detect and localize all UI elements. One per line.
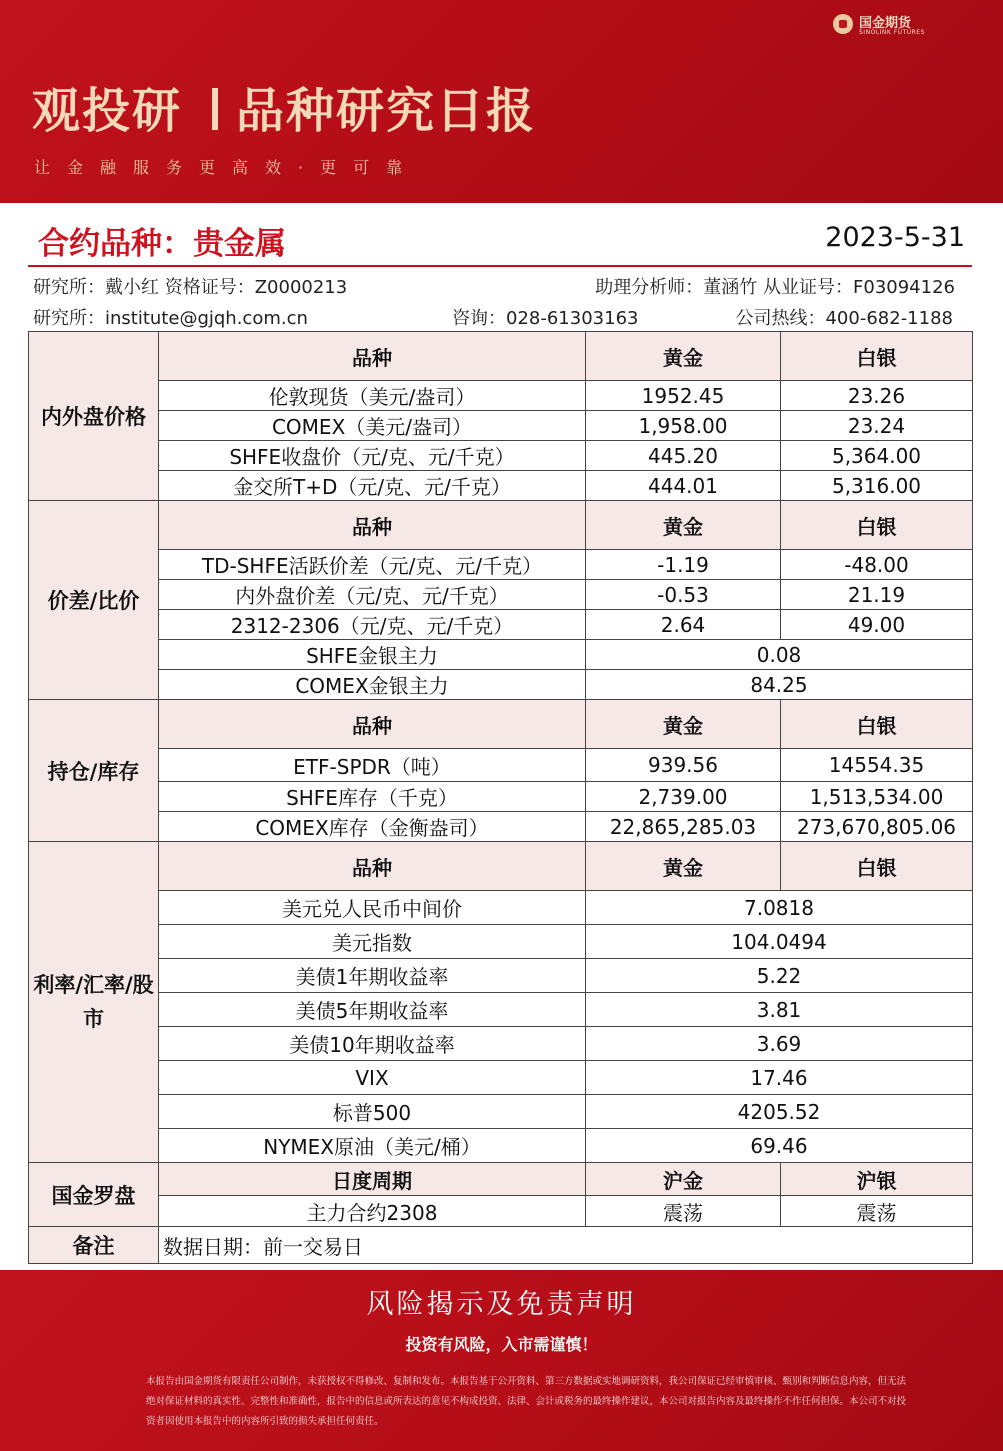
table-header-row <box>29 501 973 550</box>
table-row <box>29 891 973 925</box>
item-cell: ETF-SPDR（吨） <box>159 749 586 782</box>
item-cell: 美元兑人民币中间价 <box>159 891 586 925</box>
group-label: 国金罗盘 <box>29 1163 159 1227</box>
gold-value: -0.53 <box>586 580 781 610</box>
header-cell: 黄金 <box>586 501 781 550</box>
header-cell: 品种 <box>159 700 586 749</box>
gold-value: 1952.45 <box>586 381 781 411</box>
disclaimer-text: 本报告由国金期货有限责任公司制作，未获授权不得修改、复制和发布。本报告基于公开资料、第三方数据或实地调研资料，我公司保证已经审慎审核、甄别和判断信息内容，但无法绝对保证材料的真实性、完整性和准确性，报告中的信息或所表达的意见不构成投资、法律、会计或税务的最终操作建议，本公司对报告内容及最终操作不作任何担保。本公司不对投资者因使用本报告中的内容所引致的损失承担任何责任。 <box>146 1376 907 1427</box>
title-underline <box>28 265 972 267</box>
table-row <box>29 959 973 993</box>
group-label: 持仓/库存 <box>29 700 159 842</box>
item-cell: SHFE库存（千克） <box>159 782 586 812</box>
group-label: 价差/比价 <box>29 501 159 700</box>
group-label: 内外盘价格 <box>29 332 159 501</box>
item-cell: 金交所T+D（元/克、元/千克） <box>159 471 586 501</box>
group-label: 利率/汇率/股市 <box>29 842 159 1163</box>
table-row <box>29 1129 973 1163</box>
item-cell: SHFE金银主力 <box>159 640 586 670</box>
header-cell: 品种 <box>159 332 586 381</box>
gold-value: 2,739.00 <box>586 782 781 812</box>
slogan: 让金融服务更高效·更可靠 <box>34 158 420 177</box>
header-cell: 日度周期 <box>159 1163 586 1196</box>
group-label: 备注 <box>29 1227 159 1264</box>
gold-trend: 震荡 <box>586 1196 781 1227</box>
header-cell: 白银 <box>781 332 973 381</box>
assistant-info: 助理分析师：董涵竹 从业证号：F03094126 <box>595 277 955 298</box>
item-cell: 2312-2306（元/克、元/千克） <box>159 610 586 640</box>
table-row <box>29 1227 973 1264</box>
item-cell: COMEX库存（金衡盎司） <box>159 812 586 842</box>
header-cell: 沪金 <box>586 1163 781 1196</box>
header-cell: 黄金 <box>586 332 781 381</box>
header-cell: 沪银 <box>781 1163 973 1196</box>
item-cell: 伦敦现货（美元/盎司） <box>159 381 586 411</box>
macro-value: 5.22 <box>586 959 973 993</box>
table-row <box>29 640 973 670</box>
silver-value: 273,670,805.06 <box>781 812 973 842</box>
header-cell: 白银 <box>781 842 973 891</box>
table-header-row <box>29 1163 973 1196</box>
silver-value: -48.00 <box>781 550 973 580</box>
hotline-info: 公司热线：400-682-1188 <box>735 308 953 329</box>
item-cell: COMEX金银主力 <box>159 670 586 700</box>
company-logo <box>833 12 943 40</box>
gold-value: 444.01 <box>586 471 781 501</box>
macro-value: 4205.52 <box>586 1095 973 1129</box>
email-info: 研究所：institute@gjqh.com.cn <box>33 308 308 329</box>
macro-value: 104.0494 <box>586 925 973 959</box>
gold-value: 22,865,285.03 <box>586 812 781 842</box>
report-title: 品种研究日报 <box>236 83 537 139</box>
data-table <box>28 331 973 1264</box>
gold-value: -1.19 <box>586 550 781 580</box>
logo-icon <box>833 14 853 34</box>
header-cell: 黄金 <box>586 700 781 749</box>
silver-value: 49.00 <box>781 610 973 640</box>
item-cell: SHFE收盘价（元/克、元/千克） <box>159 441 586 471</box>
table-row <box>29 1027 973 1061</box>
table-row <box>29 812 973 842</box>
item-cell: VIX <box>159 1061 586 1095</box>
table-row <box>29 1196 973 1227</box>
table-row <box>29 381 973 411</box>
table-row <box>29 441 973 471</box>
silver-value: 23.24 <box>781 411 973 441</box>
gold-value: 1,958.00 <box>586 411 781 441</box>
gold-value: 939.56 <box>586 749 781 782</box>
silver-value: 14554.35 <box>781 749 973 782</box>
item-cell: 美债5年期收益率 <box>159 993 586 1027</box>
table-header-row <box>29 842 973 891</box>
table-row <box>29 1061 973 1095</box>
macro-value: 7.0818 <box>586 891 973 925</box>
table-row <box>29 550 973 580</box>
gold-value: 2.64 <box>586 610 781 640</box>
silver-value: 23.26 <box>781 381 973 411</box>
item-cell: 美债1年期收益率 <box>159 959 586 993</box>
table-row <box>29 782 973 812</box>
disclaimer-footer <box>0 1270 1003 1451</box>
header-cell: 白银 <box>781 501 973 550</box>
item-cell: COMEX（美元/盎司） <box>159 411 586 441</box>
ratio-value: 0.08 <box>586 640 973 670</box>
item-cell: 标普500 <box>159 1095 586 1129</box>
table-row <box>29 610 973 640</box>
macro-value: 17.46 <box>586 1061 973 1095</box>
macro-value: 3.69 <box>586 1027 973 1061</box>
item-cell: 美债10年期收益率 <box>159 1027 586 1061</box>
header-cell: 白银 <box>781 700 973 749</box>
table-row <box>29 670 973 700</box>
table-row <box>29 471 973 501</box>
header-cell: 品种 <box>159 501 586 550</box>
macro-value: 69.46 <box>586 1129 973 1163</box>
table-header-row <box>29 332 973 381</box>
silver-value: 21.19 <box>781 580 973 610</box>
risk-warning: 投资有风险，入市需谨慎！ <box>405 1335 598 1354</box>
report-date: 2023-5-31 <box>825 222 965 253</box>
brand-title: 观投研 <box>32 83 183 139</box>
header-cell: 品种 <box>159 842 586 891</box>
silver-value: 5,364.00 <box>781 441 973 471</box>
logo-name: 国金期货 <box>859 16 912 31</box>
consult-info: 咨询：028-61303163 <box>452 308 639 329</box>
note-cell: 数据日期：前一交易日 <box>159 1227 973 1264</box>
item-cell: 主力合约2308 <box>159 1196 586 1227</box>
item-cell: 美元指数 <box>159 925 586 959</box>
logo-english-name: SINOLINK FUTURES <box>859 29 925 36</box>
item-cell: NYMEX原油（美元/桶） <box>159 1129 586 1163</box>
table-row <box>29 580 973 610</box>
table-header-row <box>29 700 973 749</box>
silver-value: 1,513,534.00 <box>781 782 973 812</box>
table-row <box>29 993 973 1027</box>
gold-value: 445.20 <box>586 441 781 471</box>
report-header <box>0 0 1003 203</box>
item-cell: 内外盘价差（元/克、元/千克） <box>159 580 586 610</box>
title-divider <box>212 88 218 130</box>
table-row <box>29 1095 973 1129</box>
table-row <box>29 411 973 441</box>
table-row <box>29 749 973 782</box>
macro-value: 3.81 <box>586 993 973 1027</box>
silver-trend: 震荡 <box>781 1196 973 1227</box>
item-cell: TD-SHFE活跃价差（元/克、元/千克） <box>159 550 586 580</box>
silver-value: 5,316.00 <box>781 471 973 501</box>
table-row <box>29 925 973 959</box>
header-cell: 黄金 <box>586 842 781 891</box>
ratio-value: 84.25 <box>586 670 973 700</box>
contract-title: 合约品种：贵金属 <box>38 226 286 262</box>
researcher-info: 研究所：戴小红 资格证号：Z0000213 <box>33 277 348 298</box>
disclaimer-heading: 风险揭示及免责声明 <box>366 1289 637 1320</box>
